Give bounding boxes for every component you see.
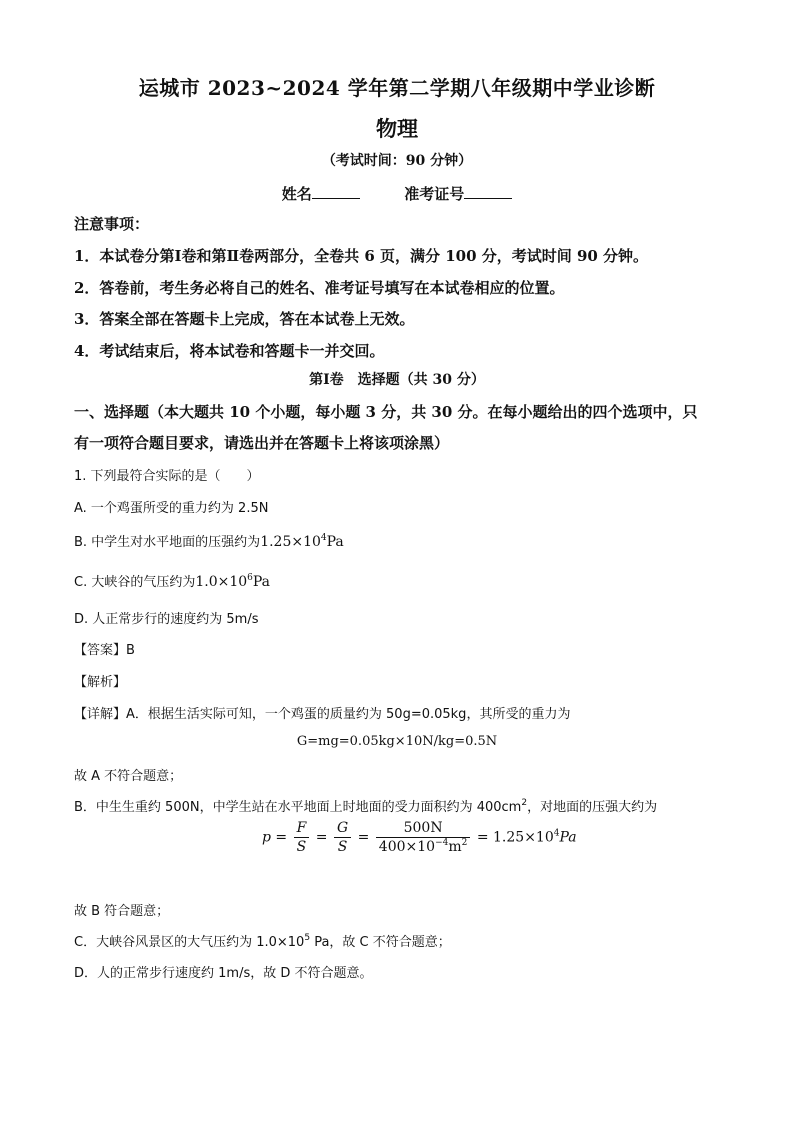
answer: 【答案】B (74, 643, 135, 658)
detail-a: 【详解】A．根据生活实际可知，一个鸡蛋的质量约为 50g=0.05kg，其所受的重力为 (74, 707, 571, 722)
notice-item-2: 2．答卷前，考生务必将自己的姓名、准考证号填写在本试卷相应的位置。 (74, 279, 565, 297)
conclusion-a: 故 A 不符合题意； (74, 769, 183, 784)
option-d: D. 人正常步行的速度约为 5m/s (74, 612, 259, 627)
candidate-info (0, 183, 794, 204)
id-blank (464, 184, 512, 199)
analysis-label: 【解析】 (74, 675, 127, 690)
notice-item-1: 1．本试卷分第Ⅰ卷和第Ⅱ卷两部分，全卷共 6 页，满分 100 分，考试时间 90 分钟。 (74, 247, 649, 265)
option-a: A. 一个鸡蛋所受的重力约为 2.5N (74, 501, 269, 516)
id-label: 准考证号 (404, 185, 465, 203)
notice-heading: 注意事项： (74, 215, 150, 233)
option-b: B. 中学生对水平地面的压强约为$1.25\times 10^4Pa$ (74, 533, 344, 550)
formula-gravity: G=mg=0.05kg×10N/kg=0.5N (296, 734, 498, 749)
notice-item-4: 4．考试结束后，将本试卷和答题卡一并交回。 (74, 342, 385, 360)
formula-pressure: p = $\frac{F}{S}$ = $\frac{G}{S}$ = $\frac{500N}{400\times 10^{-4}m^2}$ = $1.25\times 10^4Pa$ (262, 820, 577, 855)
detail-d: D．人的正常步行速度约 1m/s，故 D 不符合题意。 (74, 966, 373, 981)
name-blank (312, 184, 360, 199)
conclusion-b: 故 B 符合题意； (74, 904, 170, 919)
exam-title: 运城市 2023~2024 学年第二学期八年级期中学业诊断 (138, 76, 656, 100)
detail-b: B．中生生重约 500N，中学生站在水平地面上时地面的受力面积约为 $400cm^2$，对地面的压强大约为 (74, 798, 658, 815)
name-label: 姓名 (281, 185, 312, 203)
section-intro-line1: 一、选择题（本大题共 10 个小题，每小题 3 分，共 30 分。在每小题给出的四个选项中，只 (74, 403, 698, 421)
notice-item-3: 3．答案全部在答题卡上完成，答在本试卷上无效。 (74, 310, 415, 328)
detail-c: C．大峡谷风景区的大气压约为 $1.0\times 10^5$ Pa，故 C 不符合题意； (74, 933, 451, 950)
section-intro-line2: 有一项符合题目要求，请选出并在答题卡上将该项涂黑） (74, 434, 450, 452)
subject-title: 物理 (376, 116, 418, 141)
section-title: 第Ⅰ卷 选择题（共 30 分） (309, 372, 485, 388)
exam-time-note: （考试时间：90 分钟） (321, 153, 473, 169)
option-c: C. 大峡谷的气压约为$1.0\times 10^6Pa$ (74, 573, 271, 590)
question-stem: 1. 下列最符合实际的是（ ） (74, 469, 260, 484)
